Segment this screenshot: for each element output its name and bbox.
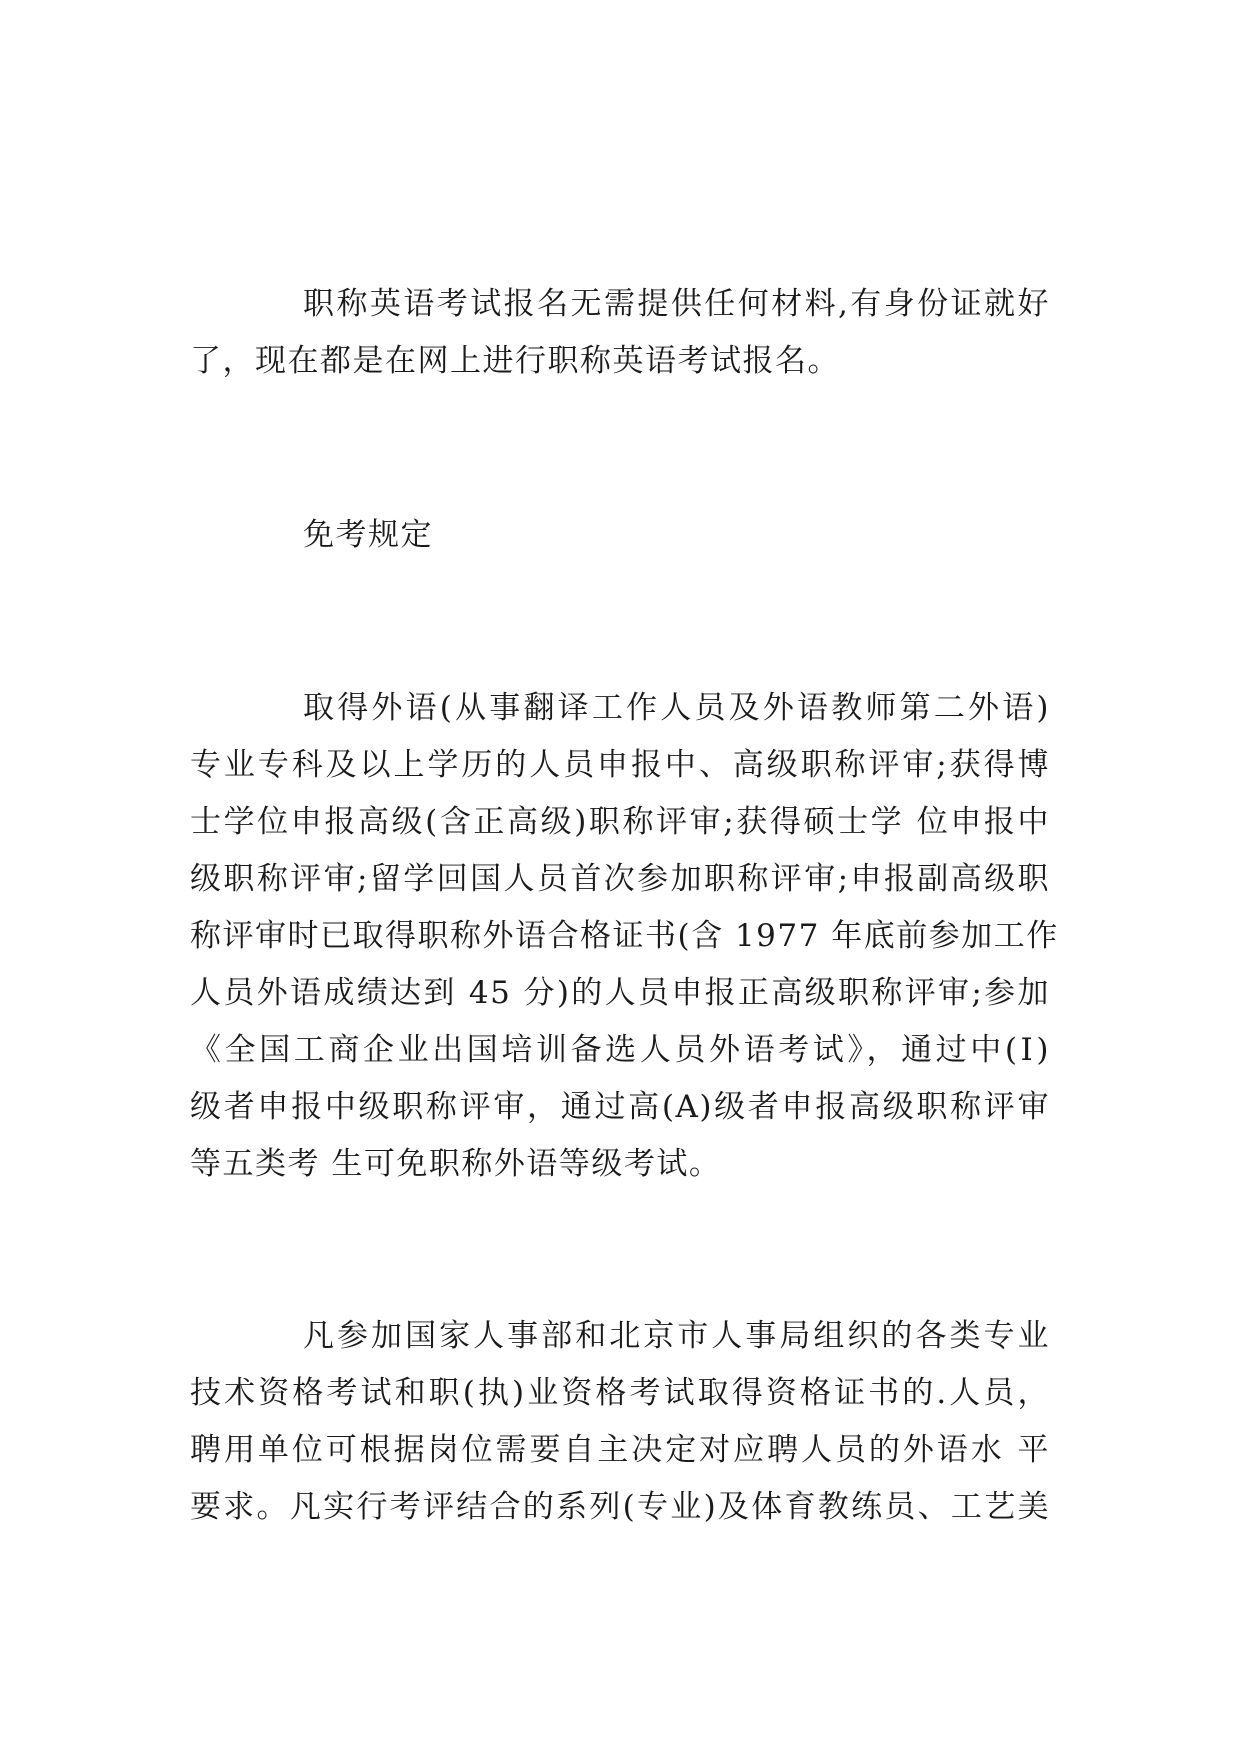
- paragraph-line: 凡参加国家人事部和北京市人事局组织的各类专业: [303, 1318, 1050, 1354]
- paragraph-line: 取得外语(从事翻译工作人员及外语教师第二外语): [303, 690, 1050, 726]
- paragraph-line: 人员外语成绩达到 45 分)的人员申报正高级职称评审;参加: [190, 975, 1050, 1011]
- paragraph-line: 职称英语考试报名无需提供任何材料,有身份证就好: [303, 286, 1050, 322]
- paragraph-line: 技术资格考试和职(执)业资格考试取得资格证书的.人员，: [190, 1375, 1050, 1411]
- paragraph-line: 要求。凡实行考评结合的系列(专业)及体育教练员、工艺美: [190, 1489, 1050, 1525]
- section-heading: 免考规定: [303, 517, 433, 553]
- paragraph-line: 了，现在都是在网上进行职称英语考试报名。: [190, 343, 840, 379]
- paragraph-line: 等五类考 生可免职称外语等级考试。: [190, 1146, 722, 1182]
- paragraph-line: 级职称评审;留学回国人员首次参加职称评审;申报副高级职: [190, 861, 1050, 897]
- paragraph-line: 聘用单位可根据岗位需要自主决定对应聘人员的外语水 平: [190, 1432, 1050, 1468]
- paragraph-line: 级者申报中级职称评审，通过高(A)级者申报高级职称评审: [190, 1089, 1050, 1125]
- paragraph-line: 士学位申报高级(含正高级)职称评审;获得硕士学 位申报中: [190, 804, 1050, 840]
- paragraph-line: 称评审时已取得职称外语合格证书(含 1977 年底前参加工作: [190, 918, 1059, 954]
- paragraph-line: 《全国工商企业出国培训备选人员外语考试》，通过中(Ⅰ): [190, 1032, 1050, 1068]
- paragraph-line: 专业专科及以上学历的人员申报中、高级职称评审;获得博: [190, 747, 1050, 783]
